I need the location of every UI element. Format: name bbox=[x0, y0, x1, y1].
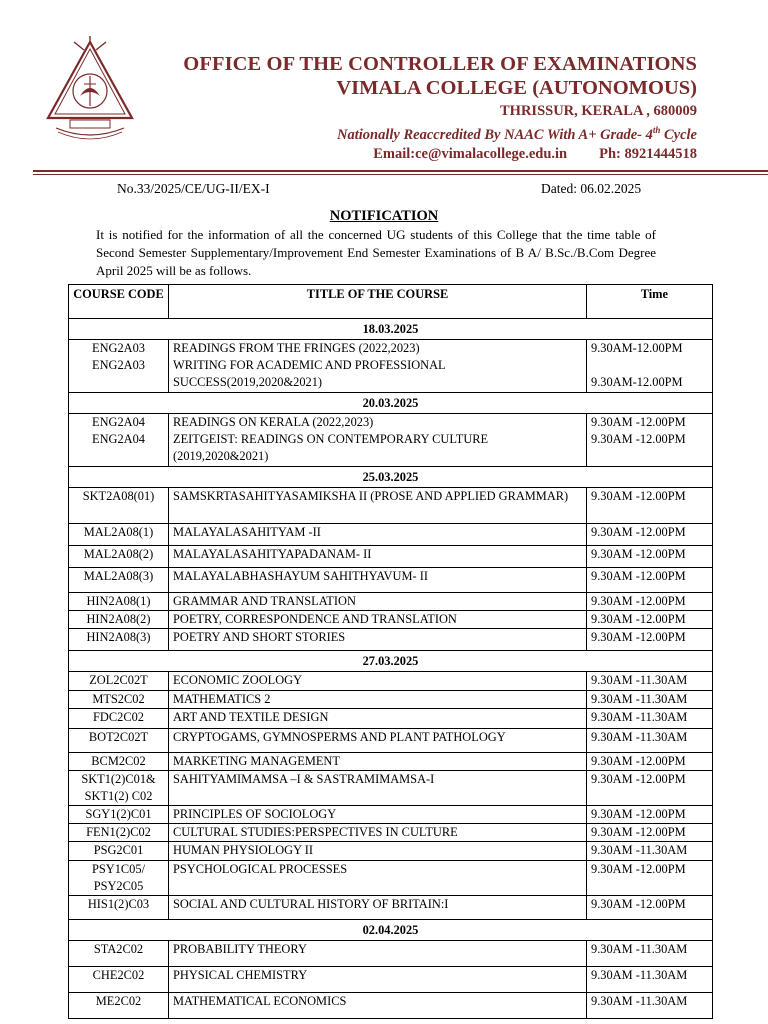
letterhead bbox=[0, 0, 768, 175]
course-code: HIN2A08(1) bbox=[69, 593, 169, 611]
exam-date: 18.03.2025 bbox=[69, 319, 713, 340]
exam-time: 9.30AM -11.30AM bbox=[587, 672, 713, 691]
course-code: BOT2C02T bbox=[69, 729, 169, 753]
timetable-body bbox=[69, 319, 713, 1019]
email-text: Email:ce@vimalacollege.edu.in bbox=[373, 145, 568, 162]
exam-time: 9.30AM -11.30AM bbox=[587, 993, 713, 1019]
letterhead-text bbox=[183, 52, 697, 164]
reference-number: No.33/2025/CE/UG-II/EX-I bbox=[117, 181, 270, 196]
course-title: SAMSKRTASAHITYASAMIKSHA II (PROSE AND APPLIED GRAMMAR) bbox=[169, 488, 587, 524]
exam-time: 9.30AM -12.00PM bbox=[587, 806, 713, 824]
accreditation-line: Nationally Reaccredited By NAAC With A+ Grade- 4th Cycle bbox=[337, 125, 697, 143]
college-address: THRISSUR, KERALA , 680009 bbox=[500, 103, 697, 119]
table-row bbox=[69, 488, 713, 524]
course-title: GRAMMAR AND TRANSLATION bbox=[169, 593, 587, 611]
header-course-title: TITLE OF THE COURSE bbox=[169, 285, 587, 319]
course-code: BCM2C02 bbox=[69, 753, 169, 771]
table-row bbox=[69, 629, 713, 651]
table-row bbox=[69, 771, 713, 806]
date-line: Dated: 06.02.2025 bbox=[541, 181, 642, 196]
table-row bbox=[69, 941, 713, 967]
intro-paragraph: It is notified for the information of all the concerned UG students of this College that the time table of Second Semester Supplementary/Improvement End Semester Examinations of B A/ B.Sc./B.Com Degree April 2025 will be as follows. bbox=[96, 227, 656, 278]
date-row bbox=[69, 920, 713, 941]
course-title: PROBABILITY THEORY bbox=[169, 941, 587, 967]
date-row bbox=[69, 393, 713, 414]
header-rule bbox=[33, 170, 768, 172]
exam-time: 9.30AM -11.30AM bbox=[587, 691, 713, 709]
exam-time: 9.30AM -11.30AM bbox=[587, 941, 713, 967]
exam-date: 27.03.2025 bbox=[69, 651, 713, 672]
table-row bbox=[69, 414, 713, 467]
exam-time: 9.30AM -12.00PM bbox=[587, 896, 713, 920]
course-title: READINGS FROM THE FRINGES (2022,2023) WRITING FOR ACADEMIC AND PROFESSIONAL SUCCESS(2019,2020&2021) bbox=[169, 340, 587, 393]
exam-time: 9.30AM -12.00PM bbox=[587, 546, 713, 568]
course-code: MAL2A08(3) bbox=[69, 568, 169, 593]
course-code: FEN1(2)C02 bbox=[69, 824, 169, 842]
course-title: PHYSICAL CHEMISTRY bbox=[169, 967, 587, 993]
exam-time: 9.30AM -11.30AM bbox=[587, 967, 713, 993]
course-code: SKT2A08(01) bbox=[69, 488, 169, 524]
course-code: HIN2A08(2) bbox=[69, 611, 169, 629]
date-row bbox=[69, 651, 713, 672]
table-row bbox=[69, 967, 713, 993]
course-code: HIN2A08(3) bbox=[69, 629, 169, 651]
course-code: SKT1(2)C01& SKT1(2) C02 bbox=[69, 771, 169, 806]
table-row bbox=[69, 524, 713, 546]
course-code: CHE2C02 bbox=[69, 967, 169, 993]
course-title: PRINCIPLES OF SOCIOLOGY bbox=[169, 806, 587, 824]
course-title: CULTURAL STUDIES:PERSPECTIVES IN CULTURE bbox=[169, 824, 587, 842]
course-title: MALAYALABHASHAYUM SAHITHYAVUM- II bbox=[169, 568, 587, 593]
course-code: MTS2C02 bbox=[69, 691, 169, 709]
course-code: ENG2A04 ENG2A04 bbox=[69, 414, 169, 467]
table-row bbox=[69, 672, 713, 691]
table-row bbox=[69, 993, 713, 1019]
exam-time: 9.30AM -12.00PM bbox=[587, 753, 713, 771]
course-title: SAHITYAMIMAMSA –I & SASTRAMIMAMSA-I bbox=[169, 771, 587, 806]
exam-time: 9.30AM -12.00PM bbox=[587, 524, 713, 546]
table-header-row bbox=[69, 285, 713, 319]
exam-time: 9.30AM -12.00PM bbox=[587, 488, 713, 524]
exam-timetable bbox=[68, 284, 713, 1019]
course-title: MATHEMATICAL ECONOMICS bbox=[169, 993, 587, 1019]
table-row bbox=[69, 806, 713, 824]
phone-text: Ph: 8921444518 bbox=[599, 145, 697, 162]
table-row bbox=[69, 824, 713, 842]
table-row bbox=[69, 729, 713, 753]
notification-title: NOTIFICATION bbox=[329, 208, 439, 224]
course-title: POETRY, CORRESPONDENCE AND TRANSLATION bbox=[169, 611, 587, 629]
course-title: POETRY AND SHORT STORIES bbox=[169, 629, 587, 651]
table-row bbox=[69, 709, 713, 729]
course-code: STA2C02 bbox=[69, 941, 169, 967]
exam-time: 9.30AM -12.00PM bbox=[587, 611, 713, 629]
exam-time: 9.30AM -11.30AM bbox=[587, 729, 713, 753]
exam-time: 9.30AM -12.00PM bbox=[587, 629, 713, 651]
exam-time: 9.30AM -12.00PM bbox=[587, 568, 713, 593]
table-row bbox=[69, 546, 713, 568]
college-name: VIMALA COLLEGE (AUTONOMOUS) bbox=[336, 77, 697, 99]
table-row bbox=[69, 842, 713, 861]
table-row bbox=[69, 568, 713, 593]
course-title: SOCIAL AND CULTURAL HISTORY OF BRITAIN:I bbox=[169, 896, 587, 920]
course-code: ME2C02 bbox=[69, 993, 169, 1019]
course-code: ZOL2C02T bbox=[69, 672, 169, 691]
course-title: MALAYALASAHITYAPADANAM- II bbox=[169, 546, 587, 568]
header-course-code: COURSE CODE bbox=[69, 285, 169, 319]
date-row bbox=[69, 467, 713, 488]
exam-time: 9.30AM -12.00PM bbox=[587, 824, 713, 842]
table-row bbox=[69, 896, 713, 920]
exam-time: 9.30AM -12.00PM bbox=[587, 771, 713, 806]
course-code: MAL2A08(1) bbox=[69, 524, 169, 546]
header-rule-thin bbox=[33, 174, 768, 175]
exam-time: 9.30AM-12.00PM 9.30AM-12.00PM bbox=[587, 340, 713, 393]
date-row bbox=[69, 319, 713, 340]
course-code: HIS1(2)C03 bbox=[69, 896, 169, 920]
table-row bbox=[69, 861, 713, 896]
course-title: CRYPTOGAMS, GYMNOSPERMS AND PLANT PATHOLOGY bbox=[169, 729, 587, 753]
exam-time: 9.30AM -12.00PM 9.30AM -12.00PM bbox=[587, 414, 713, 467]
course-title: MATHEMATICS 2 bbox=[169, 691, 587, 709]
exam-time: 9.30AM -11.30AM bbox=[587, 709, 713, 729]
table-row bbox=[69, 691, 713, 709]
exam-date: 25.03.2025 bbox=[69, 467, 713, 488]
course-code: SGY1(2)C01 bbox=[69, 806, 169, 824]
course-title: MALAYALASAHITYAM -II bbox=[169, 524, 587, 546]
table-row bbox=[69, 753, 713, 771]
course-title: ECONOMIC ZOOLOGY bbox=[169, 672, 587, 691]
course-code: FDC2C02 bbox=[69, 709, 169, 729]
course-title: READINGS ON KERALA (2022,2023) ZEITGEIST: READINGS ON CONTEMPORARY CULTURE (2019,2020&2021) bbox=[169, 414, 587, 467]
exam-time: 9.30AM -11.30AM bbox=[587, 842, 713, 861]
college-seal-logo bbox=[44, 36, 136, 140]
exam-time: 9.30AM -12.00PM bbox=[587, 861, 713, 896]
office-title: OFFICE OF THE CONTROLLER OF EXAMINATIONS bbox=[183, 53, 697, 75]
table-row bbox=[69, 593, 713, 611]
header-time: Time bbox=[587, 285, 713, 319]
course-code: PSG2C01 bbox=[69, 842, 169, 861]
course-title: ART AND TEXTILE DESIGN bbox=[169, 709, 587, 729]
course-title: MARKETING MANAGEMENT bbox=[169, 753, 587, 771]
contact-line bbox=[183, 145, 697, 164]
table-row bbox=[69, 611, 713, 629]
exam-date: 02.04.2025 bbox=[69, 920, 713, 941]
exam-time: 9.30AM -12.00PM bbox=[587, 593, 713, 611]
course-title: PSYCHOLOGICAL PROCESSES bbox=[169, 861, 587, 896]
course-code: PSY1C05/ PSY2C05 bbox=[69, 861, 169, 896]
course-code: MAL2A08(2) bbox=[69, 546, 169, 568]
exam-date: 20.03.2025 bbox=[69, 393, 713, 414]
table-row bbox=[69, 340, 713, 393]
course-title: HUMAN PHYSIOLOGY II bbox=[169, 842, 587, 861]
course-code: ENG2A03 ENG2A03 bbox=[69, 340, 169, 393]
